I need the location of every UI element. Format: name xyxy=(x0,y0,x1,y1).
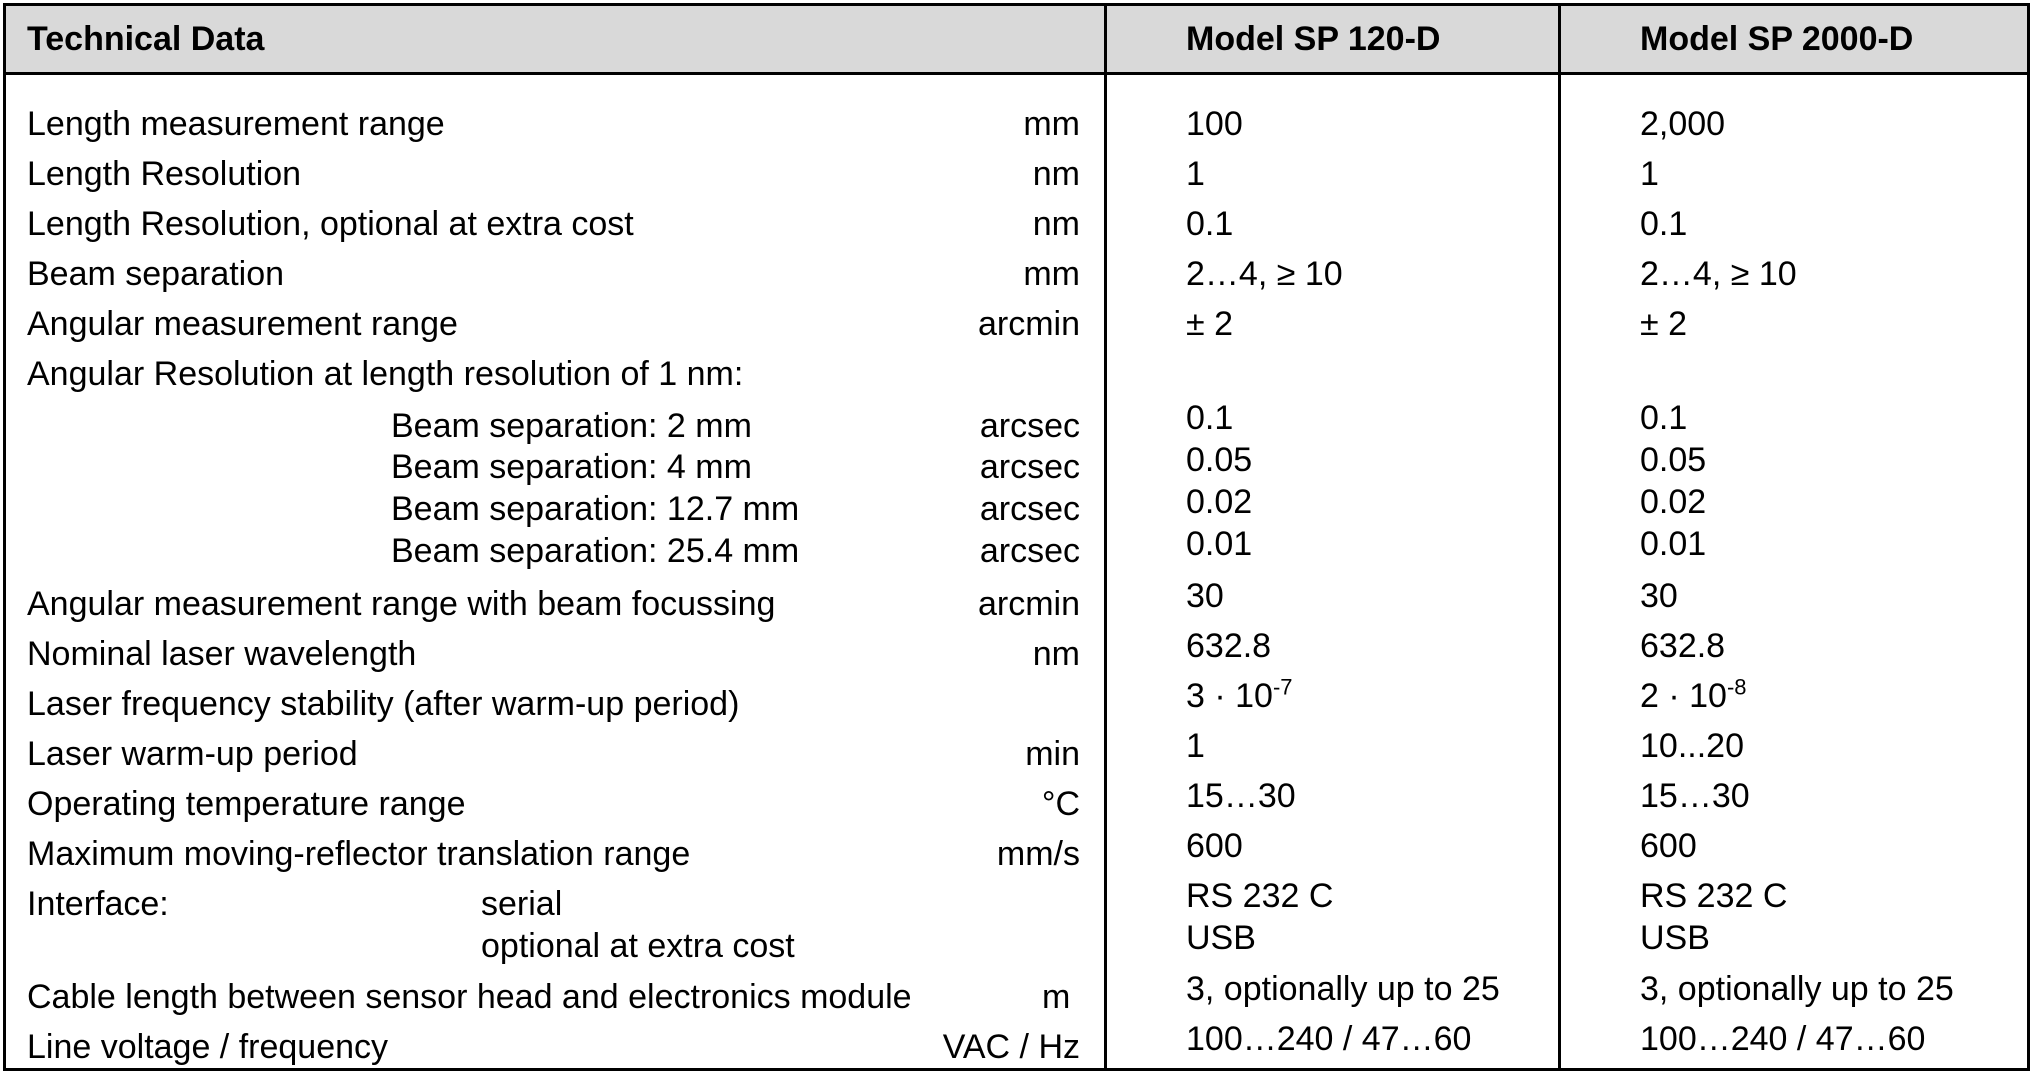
value-sp2000d: USB xyxy=(1640,919,1710,957)
row-sublabel: Beam separation: 4 mm xyxy=(391,448,752,486)
value-sp2000d: 632.8 xyxy=(1640,627,1726,665)
row-label: Angular measurement range with beam focussing xyxy=(27,585,776,623)
value-sp120d: 100 xyxy=(1186,105,1243,143)
header-title: Technical Data xyxy=(27,20,265,58)
value-sp2000d: $2 \cdot 10^{-8}$ xyxy=(1640,674,1747,715)
row-sublabel: Beam separation: 2 mm xyxy=(391,407,752,445)
value-sp2000d: 600 xyxy=(1640,827,1697,865)
value-sp2000d: 2,000 xyxy=(1640,105,1726,143)
row-unit: arcmin xyxy=(977,305,1080,343)
row-label: Maximum moving-reflector translation range xyxy=(27,835,691,873)
value-sp2000d: 10...20 xyxy=(1640,727,1744,765)
value-sp120d: ± 2 xyxy=(1186,305,1234,343)
row-unit: mm xyxy=(1023,255,1080,293)
value-sp120d: RS 232 C xyxy=(1186,877,1334,915)
value-sp120d: 0.1 xyxy=(1186,205,1234,243)
row-sublabel: serial xyxy=(481,885,563,923)
value-sp120d: 3, optionally up to 25 xyxy=(1186,970,1500,1008)
row-unit: arcsec xyxy=(979,407,1080,445)
row-unit: arcsec xyxy=(979,490,1080,528)
value-sp2000d: RS 232 C xyxy=(1640,877,1788,915)
technical-data-table xyxy=(3,3,2030,1071)
row-unit: arcsec xyxy=(979,532,1080,570)
value-sp120d: $3 \cdot 10^{-7}$ xyxy=(1186,674,1293,715)
value-sp120d: 15…30 xyxy=(1186,777,1296,815)
value-sp120d: 1 xyxy=(1186,155,1205,193)
value-sp120d: 30 xyxy=(1186,577,1224,615)
table-header xyxy=(6,6,2027,75)
value-sp120d: USB xyxy=(1186,919,1256,957)
column-divider xyxy=(1104,6,1107,1068)
row-sublabel: Beam separation: 25.4 mm xyxy=(391,532,800,570)
value-sp120d: 0.05 xyxy=(1186,441,1253,479)
row-sublabel: optional at extra cost xyxy=(481,927,795,965)
value-sp2000d: 2…4, ≥ 10 xyxy=(1640,255,1797,293)
value-sp2000d: 1 xyxy=(1640,155,1659,193)
row-label: Angular Resolution at length resolution of 1 nm: xyxy=(27,355,744,393)
value-sp120d: 0.02 xyxy=(1186,483,1253,521)
row-label: Operating temperature range xyxy=(27,785,466,823)
value-sp120d: 2…4, ≥ 10 xyxy=(1186,255,1343,293)
column-divider xyxy=(1558,6,1561,1068)
value-sp2000d: 3, optionally up to 25 xyxy=(1640,970,1954,1008)
row-sublabel: Beam separation: 12.7 mm xyxy=(391,490,800,528)
value-sp120d: 100…240 / 47…60 xyxy=(1186,1020,1472,1058)
header-model-sp2000d: Model SP 2000-D xyxy=(1640,20,1914,58)
value-sp2000d: 0.02 xyxy=(1640,483,1707,521)
row-label: Length Resolution, optional at extra cost xyxy=(27,205,634,243)
row-unit: m xyxy=(1042,978,1071,1016)
value-sp2000d: ± 2 xyxy=(1640,305,1688,343)
value-sp120d: 600 xyxy=(1186,827,1243,865)
row-label: Angular measurement range xyxy=(27,305,458,343)
row-label: Interface: xyxy=(27,885,169,923)
value-sp120d: 0.1 xyxy=(1186,399,1234,437)
row-unit: min xyxy=(1025,735,1080,773)
value-sp120d: 0.01 xyxy=(1186,525,1253,563)
value-sp2000d: 0.01 xyxy=(1640,525,1707,563)
row-label: Laser warm-up period xyxy=(27,735,358,773)
row-unit: arcsec xyxy=(979,448,1080,486)
value-sp2000d: 100…240 / 47…60 xyxy=(1640,1020,1926,1058)
value-sp2000d: 15…30 xyxy=(1640,777,1750,815)
value-sp2000d: 0.05 xyxy=(1640,441,1707,479)
row-label: Laser frequency stability (after warm-up period) xyxy=(27,685,740,723)
exponent: -7 xyxy=(1272,674,1293,700)
value-sp120d: 1 xyxy=(1186,727,1205,765)
row-label: Nominal laser wavelength xyxy=(27,635,417,673)
exponent: -8 xyxy=(1726,674,1747,700)
row-unit: VAC / Hz xyxy=(942,1028,1080,1066)
row-label: Length measurement range xyxy=(27,105,445,143)
row-label: Beam separation xyxy=(27,255,285,293)
row-unit: mm/s xyxy=(996,835,1080,873)
row-label: Line voltage / frequency xyxy=(27,1028,389,1066)
value-sp2000d: 0.1 xyxy=(1640,399,1688,437)
row-unit: mm xyxy=(1023,105,1080,143)
row-unit: nm xyxy=(1032,635,1080,673)
row-unit: °C xyxy=(1041,785,1080,823)
row-label: Cable length between sensor head and electronics module xyxy=(27,978,912,1016)
row-unit: arcmin xyxy=(977,585,1080,623)
header-model-sp120d: Model SP 120-D xyxy=(1186,20,1441,58)
value-sp2000d: 0.1 xyxy=(1640,205,1688,243)
row-unit: nm xyxy=(1032,155,1080,193)
value-sp2000d: 30 xyxy=(1640,577,1678,615)
row-unit: nm xyxy=(1032,205,1080,243)
value-sp120d: 632.8 xyxy=(1186,627,1272,665)
row-label: Length Resolution xyxy=(27,155,302,193)
